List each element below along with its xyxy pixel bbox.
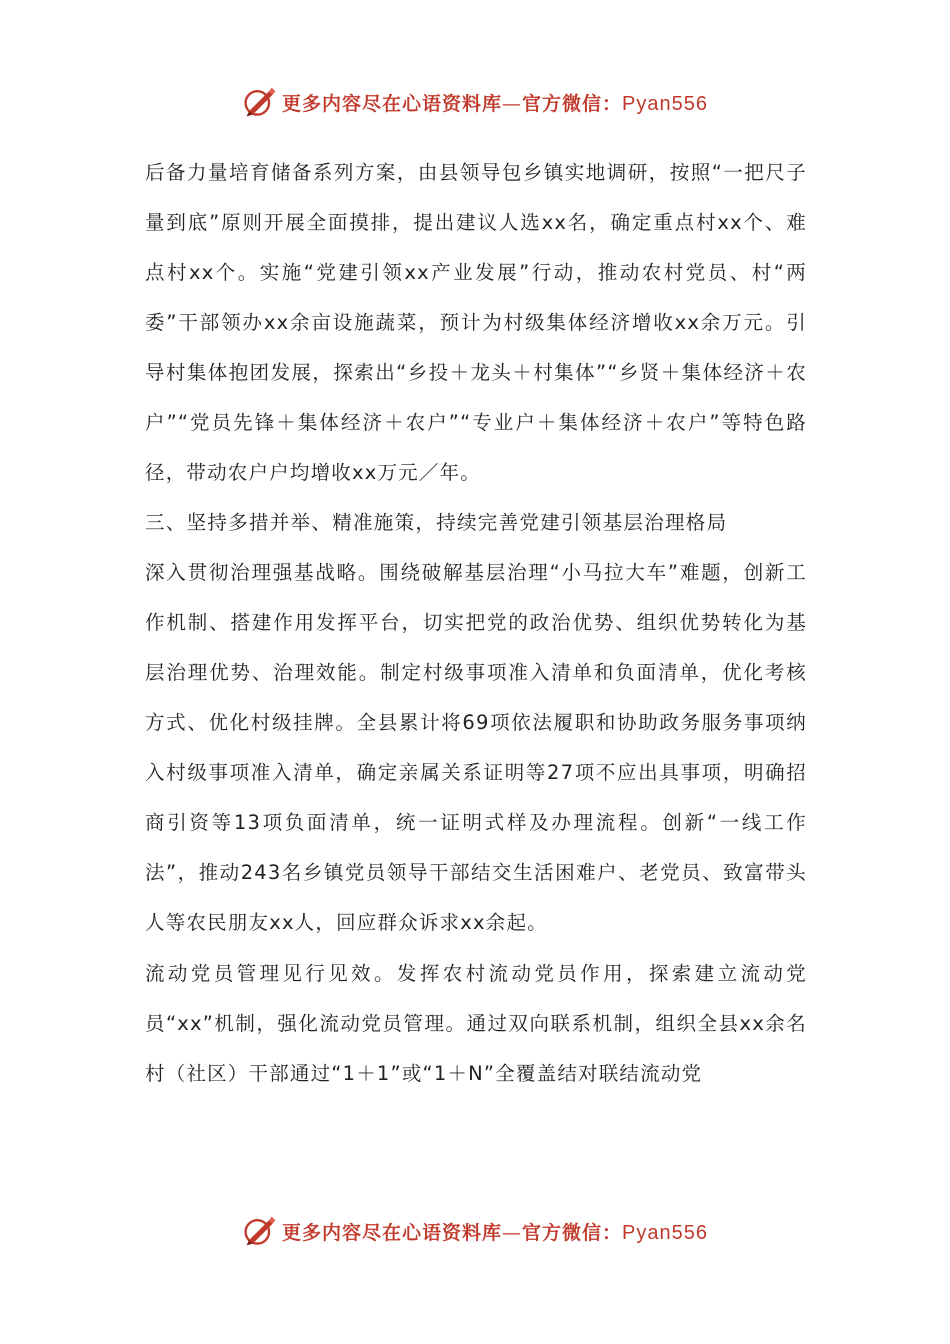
banner-text	[282, 1218, 708, 1245]
section-heading: 三、坚持多措并举、精准施策，持续完善党建引领基层治理格局	[145, 511, 728, 534]
banner-dash: —	[502, 1221, 523, 1244]
header-banner	[0, 82, 950, 122]
banner-account: Pyan556	[622, 1221, 708, 1244]
banner-account: Pyan556	[622, 92, 708, 115]
paragraph-governance: 深入贯彻治理强基战略。围绕破解基层治理“小马拉大车”难题，创新工作机制、搭建作用发挥平台，切实把党的政治优势、组织优势转化为基层治理优势、治理效能。制定村级事项准入清单和负面清单，优化考核方式、优化村级挂牌。全县累计将69项依法履职和协助政务服务事项纳入村级事项准入清单，确定亲属关系证明等27项不应出具事项，明确招商引资等13项负面清单，统一证明式样及办理流程。创新“一线工作法”，推动243名乡镇党员领导干部结交生活困难户、老党员、致富带头人等农民朋友xx人，回应群众诉求xx余起。	[145, 561, 807, 934]
banner-library-text: 更多内容尽在心语资料库	[282, 92, 503, 115]
document-body	[145, 148, 807, 1099]
pen-logo-icon	[242, 84, 278, 120]
banner-wechat-label: 官方微信：	[522, 92, 623, 115]
pen-logo-icon	[242, 1213, 278, 1249]
footer-banner	[0, 1211, 950, 1251]
banner-dash: —	[502, 92, 523, 115]
banner-library-text: 更多内容尽在心语资料库	[282, 1221, 503, 1244]
paragraph-mobile-members: 流动党员管理见行见效。发挥农村流动党员作用，探索建立流动党员“xx”机制，强化流动党员管理。通过双向联系机制，组织全县xx余名村（社区）干部通过“1＋1”或“1＋N”全覆盖结对联结流动党	[145, 962, 807, 1085]
banner-wechat-label: 官方微信：	[522, 1221, 623, 1244]
paragraph-continuation: 后备力量培育储备系列方案，由县领导包乡镇实地调研，按照“一把尺子量到底”原则开展全面摸排，提出建议人选xx名，确定重点村xx个、难点村xx个。实施“党建引领xx产业发展”行动，推动农村党员、村“两委”干部领办xx余亩设施蔬菜，预计为村级集体经济增收xx余万元。引导村集体抱团发展，探索出“乡投＋龙头＋村集体”“乡贤＋集体经济＋农户”“党员先锋＋集体经济＋农户”“专业户＋集体经济＋农户”等特色路径，带动农户户均增收xx万元／年。	[145, 161, 807, 484]
banner-text	[282, 89, 708, 116]
